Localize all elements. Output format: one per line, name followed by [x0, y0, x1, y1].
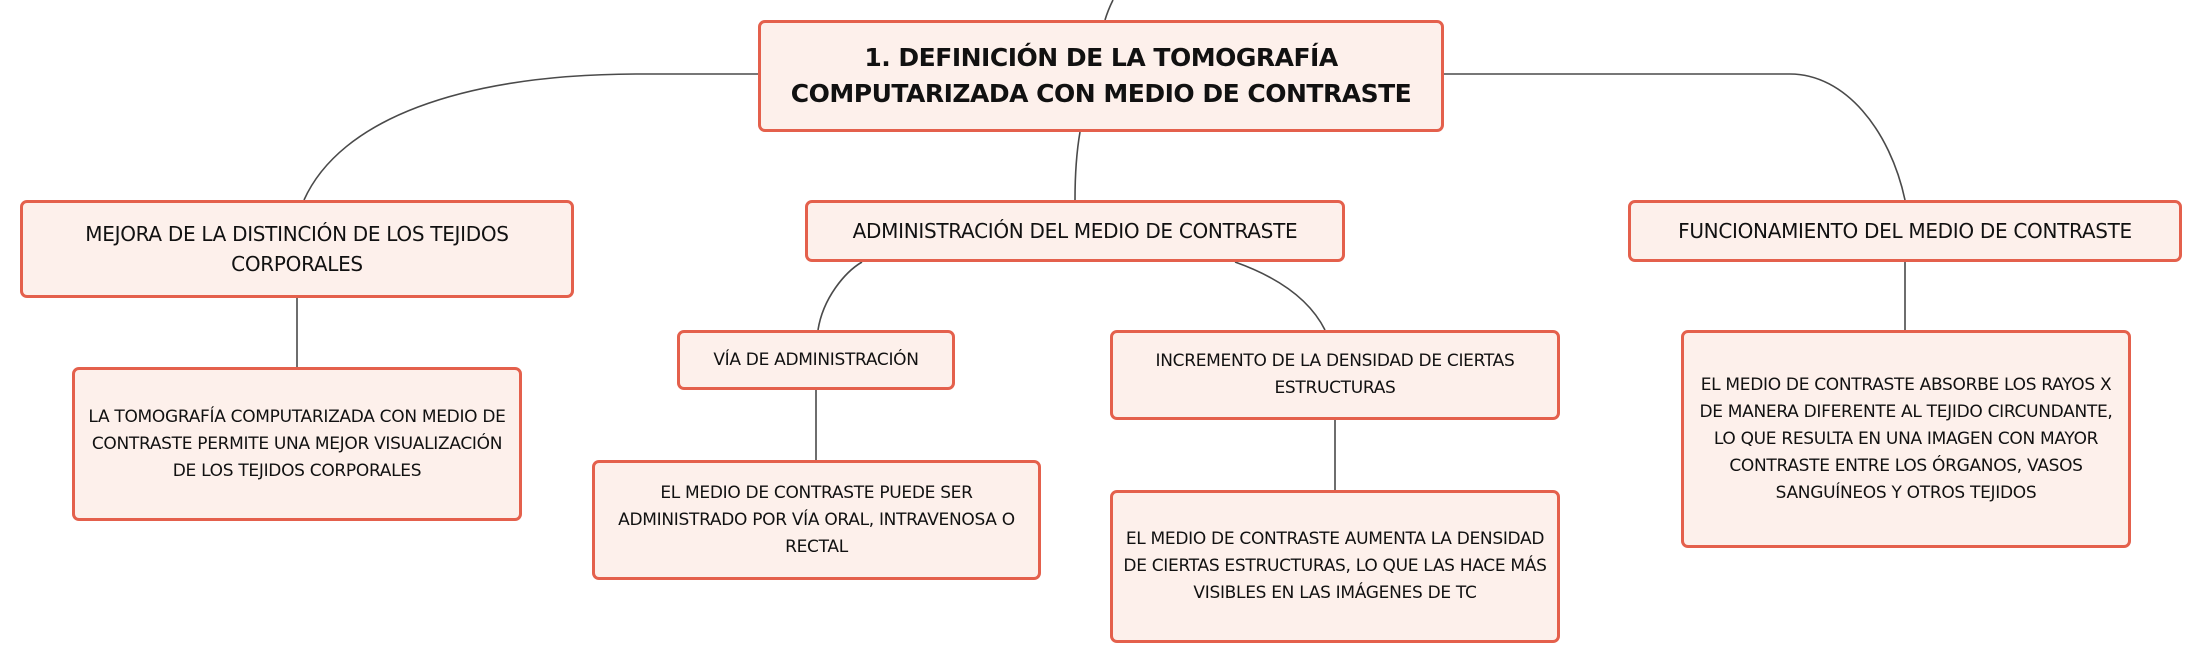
branch-mejora-label: MEJORA DE LA DISTINCIÓN DE LOS TEJIDOS CORPORALES	[85, 222, 509, 276]
connector-root-parent	[1105, 0, 1113, 20]
connector-administracion-incremento	[1235, 262, 1325, 330]
branch-mejora-distincion[interactable]	[20, 200, 574, 298]
branch-funcionamiento-label: FUNCIONAMIENTO DEL MEDIO DE CONTRASTE	[1678, 219, 2132, 243]
branch-administracion[interactable]	[805, 200, 1345, 262]
subtopic-incremento-label: INCREMENTO DE LA DENSIDAD DE CIERTAS ESTRUCTURAS	[1155, 351, 1515, 398]
detail-mejor-visualizacion[interactable]	[72, 367, 522, 521]
detail-vias-administracion[interactable]	[592, 460, 1041, 580]
detail-mejor-visualizacion-text: LA TOMOGRAFÍA COMPUTARIZADA CON MEDIO DE CONTRASTE PERMITE UNA MEJOR VISUALIZACIÓN DE LOS TEJIDOS CORPORALES	[88, 406, 506, 481]
detail-vias-administracion-text: EL MEDIO DE CONTRASTE PUEDE SER ADMINISTRADO POR VÍA ORAL, INTRAVENOSA O RECTAL	[618, 482, 1015, 557]
detail-aumento-densidad-text: EL MEDIO DE CONTRASTE AUMENTA LA DENSIDAD DE CIERTAS ESTRUCTURAS, LO QUE LAS HACE MÁS VISIBLES EN LAS IMÁGENES DE TC	[1123, 529, 1547, 603]
detail-absorcion-rayos-x[interactable]	[1681, 330, 2131, 548]
detail-aumento-densidad[interactable]	[1110, 490, 1560, 643]
connector-administracion-via	[818, 262, 862, 330]
branch-administracion-label: ADMINISTRACIÓN DEL MEDIO DE CONTRASTE	[852, 219, 1298, 243]
root-topic[interactable]	[758, 20, 1444, 132]
branch-funcionamiento[interactable]	[1628, 200, 2182, 262]
subtopic-via-administracion[interactable]	[677, 330, 955, 390]
root-topic-label: 1. DEFINICIÓN DE LA TOMOGRAFÍA COMPUTARIZADA CON MEDIO DE CONTRASTE	[790, 43, 1412, 108]
connector-root-administracion	[1075, 132, 1080, 200]
detail-absorcion-rayos-x-text: EL MEDIO DE CONTRASTE ABSORBE LOS RAYOS X DE MANERA DIFERENTE AL TEJIDO CIRCUNDANTE, LO QUE RESULTA EN UNA IMAGEN CON MAYOR CONTRASTE ENTRE LOS ÓRGANOS, VASOS SANGUÍNEOS Y OTROS TEJIDOS	[1699, 374, 2113, 503]
subtopic-via-label: VÍA DE ADMINISTRACIÓN	[713, 349, 919, 370]
connector-root-funcionamiento	[1444, 74, 1905, 200]
subtopic-incremento-densidad[interactable]	[1110, 330, 1560, 420]
connector-root-mejora	[304, 74, 758, 200]
